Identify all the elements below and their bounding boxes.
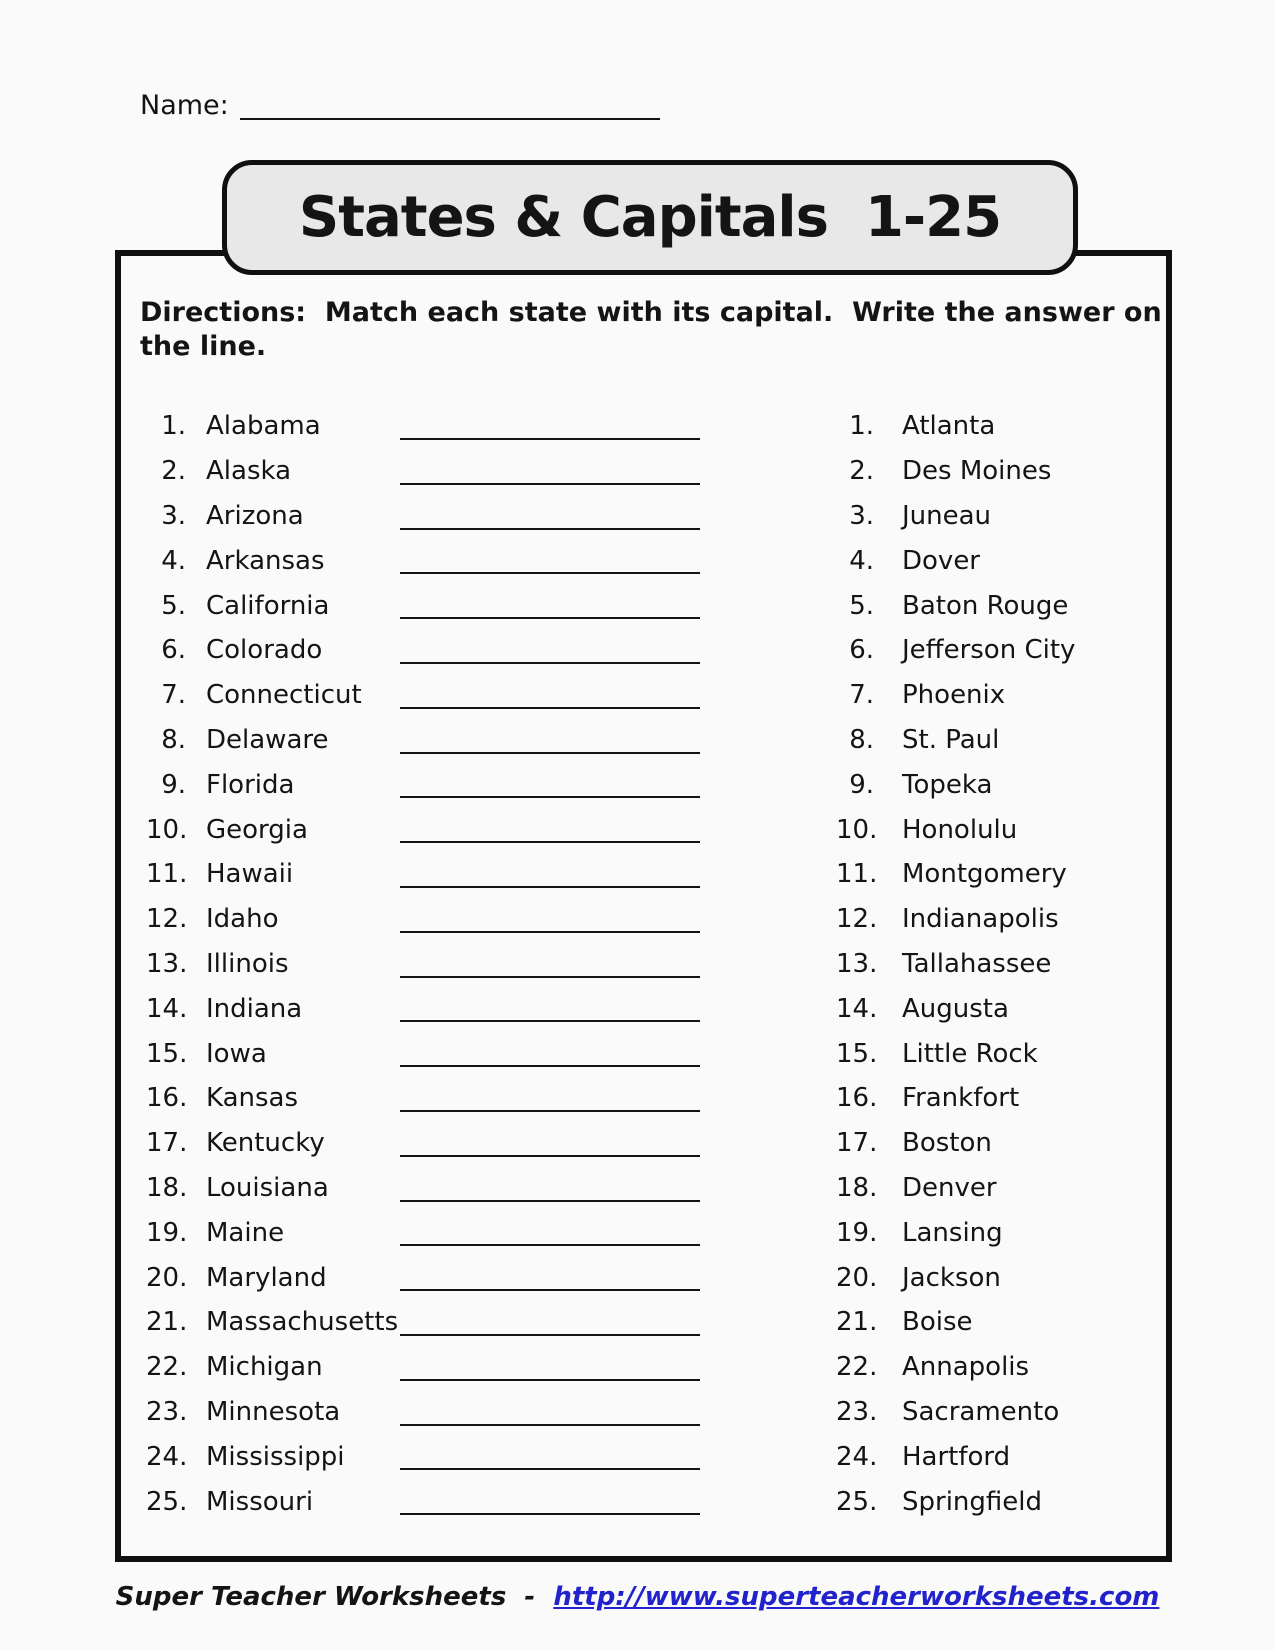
- capital-row: [836, 1434, 1156, 1479]
- item-number: 15.: [146, 1038, 188, 1069]
- item-number: 9.: [849, 769, 874, 800]
- state-row: [146, 852, 806, 897]
- item-number: 24.: [836, 1441, 878, 1472]
- state-row: [146, 986, 806, 1031]
- capital-row: [836, 673, 1156, 718]
- capital-name: Boston: [902, 1128, 992, 1159]
- item-number: 22.: [146, 1352, 188, 1383]
- answer-blank-line: [400, 841, 700, 843]
- state-row: [146, 1479, 806, 1524]
- capital-row: [836, 1479, 1156, 1524]
- capital-row: [836, 1210, 1156, 1255]
- answer-blank-line: [400, 1424, 700, 1426]
- capital-name: Tallahassee: [902, 948, 1052, 979]
- capital-row: [836, 1121, 1156, 1166]
- state-name: California: [206, 590, 330, 621]
- item-number: 18.: [836, 1172, 878, 1203]
- state-row: [146, 897, 806, 942]
- answer-blank-line: [400, 1379, 700, 1381]
- state-row: [146, 1255, 806, 1300]
- state-name: Illinois: [206, 948, 289, 979]
- answer-blank-line: [400, 1513, 700, 1515]
- capital-row: [836, 762, 1156, 807]
- item-number: 1.: [849, 411, 874, 442]
- state-row: [146, 1031, 806, 1076]
- state-row: [146, 807, 806, 852]
- item-number: 14.: [836, 993, 878, 1024]
- answer-blank-line: [400, 1244, 700, 1246]
- capital-name: Jefferson City: [902, 635, 1076, 666]
- answer-blank-line: [400, 707, 700, 709]
- item-number: 22.: [836, 1352, 878, 1383]
- states-column: [146, 404, 806, 1524]
- capital-name: Springfield: [902, 1486, 1043, 1517]
- capital-name: Denver: [902, 1172, 997, 1203]
- capital-row: [836, 852, 1156, 897]
- state-row: [146, 449, 806, 494]
- capital-row: [836, 1255, 1156, 1300]
- answer-blank-line: [400, 528, 700, 530]
- item-number: 19.: [836, 1217, 878, 1248]
- answer-blank-line: [400, 1155, 700, 1157]
- state-row: [146, 1210, 806, 1255]
- state-row: [146, 1300, 806, 1345]
- state-name: Maryland: [206, 1262, 327, 1293]
- answer-blank-line: [400, 1110, 700, 1112]
- capital-name: Boise: [902, 1307, 973, 1338]
- footer: [0, 1582, 1275, 1612]
- state-name: Idaho: [206, 904, 279, 935]
- item-number: 20.: [836, 1262, 878, 1293]
- item-number: 2.: [161, 456, 186, 487]
- item-number: 23.: [836, 1396, 878, 1427]
- state-row: [146, 404, 806, 449]
- state-row: [146, 583, 806, 628]
- answer-blank-line: [400, 752, 700, 754]
- capital-name: Augusta: [902, 993, 1009, 1024]
- item-number: 4.: [161, 545, 186, 576]
- state-name: Minnesota: [206, 1396, 341, 1427]
- capital-row: [836, 942, 1156, 987]
- state-row: [146, 494, 806, 539]
- capital-row: [836, 583, 1156, 628]
- state-name: Mississippi: [206, 1441, 345, 1472]
- capital-name: Baton Rouge: [902, 590, 1069, 621]
- state-name: Indiana: [206, 993, 303, 1024]
- answer-blank-line: [400, 1200, 700, 1202]
- state-row: [146, 1121, 806, 1166]
- item-number: 4.: [849, 545, 874, 576]
- item-number: 12.: [146, 904, 188, 935]
- item-number: 20.: [146, 1262, 188, 1293]
- state-name: Connecticut: [206, 680, 362, 711]
- item-number: 8.: [161, 724, 186, 755]
- item-number: 16.: [836, 1083, 878, 1114]
- capital-row: [836, 1031, 1156, 1076]
- capital-name: Des Moines: [902, 456, 1052, 487]
- item-number: 8.: [849, 724, 874, 755]
- capital-row: [836, 1076, 1156, 1121]
- item-number: 11.: [146, 859, 188, 890]
- state-row: [146, 1076, 806, 1121]
- capital-name: Frankfort: [902, 1083, 1020, 1114]
- answer-blank-line: [400, 886, 700, 888]
- capitals-column: [836, 404, 1156, 1524]
- directions-line2: the line.: [140, 331, 267, 362]
- item-number: 21.: [836, 1307, 878, 1338]
- capital-name: Jackson: [902, 1262, 1001, 1293]
- capital-name: Lansing: [902, 1217, 1003, 1248]
- item-number: 6.: [849, 635, 874, 666]
- state-name: Iowa: [206, 1038, 267, 1069]
- state-name: Arizona: [206, 500, 304, 531]
- capital-row: [836, 986, 1156, 1031]
- state-name: Kentucky: [206, 1128, 325, 1159]
- item-number: 3.: [161, 500, 186, 531]
- item-number: 23.: [146, 1396, 188, 1427]
- answer-blank-line: [400, 976, 700, 978]
- state-name: Delaware: [206, 724, 329, 755]
- name-blank-line: [240, 118, 660, 120]
- item-number: 11.: [836, 859, 878, 890]
- item-number: 13.: [146, 948, 188, 979]
- capital-name: Hartford: [902, 1441, 1011, 1472]
- worksheet-body-box: [115, 250, 1172, 1562]
- capital-name: St. Paul: [902, 724, 1000, 755]
- answer-blank-line: [400, 1065, 700, 1067]
- state-row: [146, 718, 806, 763]
- capital-row: [836, 1390, 1156, 1435]
- state-name: Hawaii: [206, 859, 294, 890]
- state-name: Arkansas: [206, 545, 325, 576]
- item-number: 17.: [836, 1128, 878, 1159]
- item-number: 18.: [146, 1172, 188, 1203]
- item-number: 21.: [146, 1307, 188, 1338]
- state-row: [146, 942, 806, 987]
- capital-name: Phoenix: [902, 680, 1006, 711]
- item-number: 17.: [146, 1128, 188, 1159]
- answer-blank-line: [400, 931, 700, 933]
- state-name: Florida: [206, 769, 295, 800]
- state-row: [146, 1434, 806, 1479]
- capital-name: Indianapolis: [902, 904, 1059, 935]
- answer-blank-line: [400, 483, 700, 485]
- state-name: Alabama: [206, 411, 321, 442]
- capital-row: [836, 494, 1156, 539]
- capital-name: Dover: [902, 545, 980, 576]
- capital-row: [836, 718, 1156, 763]
- item-number: 24.: [146, 1441, 188, 1472]
- state-row: [146, 1390, 806, 1435]
- state-name: Louisiana: [206, 1172, 329, 1203]
- capital-name: Annapolis: [902, 1352, 1030, 1383]
- footer-brand-text: Super Teacher Worksheets -: [115, 1582, 554, 1612]
- item-number: 5.: [161, 590, 186, 621]
- name-label: Name:: [140, 90, 229, 121]
- item-number: 25.: [146, 1486, 188, 1517]
- answer-blank-line: [400, 662, 700, 664]
- capital-row: [836, 538, 1156, 583]
- item-number: 5.: [849, 590, 874, 621]
- state-name: Alaska: [206, 456, 292, 487]
- capital-name: Topeka: [902, 769, 993, 800]
- item-number: 7.: [849, 680, 874, 711]
- capital-row: [836, 628, 1156, 673]
- state-row: [146, 762, 806, 807]
- state-name: Colorado: [206, 635, 323, 666]
- item-number: 19.: [146, 1217, 188, 1248]
- answer-blank-line: [400, 796, 700, 798]
- answer-blank-line: [400, 1020, 700, 1022]
- capital-row: [836, 449, 1156, 494]
- item-number: 7.: [161, 680, 186, 711]
- capital-row: [836, 897, 1156, 942]
- capital-row: [836, 1166, 1156, 1211]
- directions-line1: Directions: Match each state with its capital. Write the answer on: [140, 297, 1162, 328]
- state-name: Maine: [206, 1217, 285, 1248]
- directions: [140, 296, 1162, 364]
- item-number: 13.: [836, 948, 878, 979]
- item-number: 6.: [161, 635, 186, 666]
- item-number: 10.: [146, 814, 188, 845]
- worksheet-title: States & Capitals 1-25: [298, 185, 1002, 250]
- title-box: [222, 160, 1078, 275]
- state-name: Kansas: [206, 1083, 299, 1114]
- footer-link[interactable]: http://www.superteacherworksheets.com: [553, 1582, 1160, 1612]
- state-row: [146, 1166, 806, 1211]
- capital-name: Atlanta: [902, 411, 996, 442]
- answer-blank-line: [400, 1334, 700, 1336]
- capital-row: [836, 1300, 1156, 1345]
- item-number: 10.: [836, 814, 878, 845]
- answer-blank-line: [400, 617, 700, 619]
- answer-blank-line: [400, 1289, 700, 1291]
- state-name: Michigan: [206, 1352, 323, 1383]
- state-row: [146, 1345, 806, 1390]
- state-name: Georgia: [206, 814, 308, 845]
- item-number: 3.: [849, 500, 874, 531]
- capital-row: [836, 1345, 1156, 1390]
- item-number: 1.: [161, 411, 186, 442]
- answer-blank-line: [400, 438, 700, 440]
- capital-row: [836, 807, 1156, 852]
- item-number: 15.: [836, 1038, 878, 1069]
- state-name: Massachusetts: [206, 1307, 399, 1338]
- capital-name: Honolulu: [902, 814, 1018, 845]
- item-number: 12.: [836, 904, 878, 935]
- capital-name: Little Rock: [902, 1038, 1038, 1069]
- item-number: 14.: [146, 993, 188, 1024]
- item-number: 9.: [161, 769, 186, 800]
- capital-name: Montgomery: [902, 859, 1067, 890]
- state-name: Missouri: [206, 1486, 314, 1517]
- answer-blank-line: [400, 572, 700, 574]
- item-number: 2.: [849, 456, 874, 487]
- capital-name: Sacramento: [902, 1396, 1060, 1427]
- state-row: [146, 538, 806, 583]
- state-row: [146, 628, 806, 673]
- answer-blank-line: [400, 1468, 700, 1470]
- item-number: 25.: [836, 1486, 878, 1517]
- capital-name: Juneau: [902, 500, 992, 531]
- state-row: [146, 673, 806, 718]
- capital-row: [836, 404, 1156, 449]
- item-number: 16.: [146, 1083, 188, 1114]
